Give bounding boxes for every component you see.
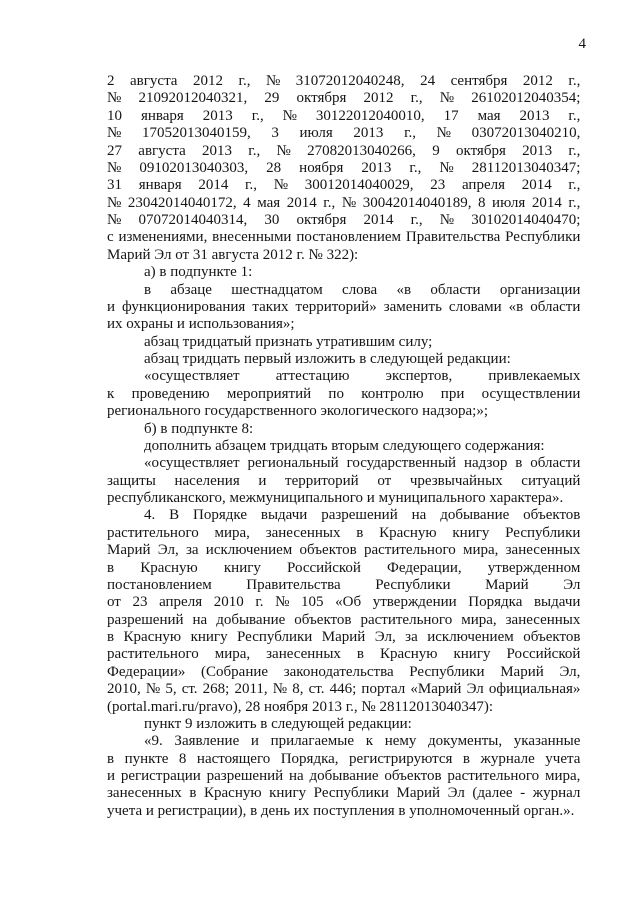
paragraph [107,507,581,716]
text-line: и регистрации разрешений на добывание объектов растительного мира, [107,768,581,784]
text-line: «осуществляет региональный государственный надзор в области [144,455,581,472]
text-line: в Красную книгу Российской Федерации, утвержденном [107,559,581,576]
paragraph [107,368,581,420]
text-line: № 17052013040159, 3 июля 2013 г., № 03072013040210, [107,125,581,142]
text-line: в пункте 8 настоящего Порядка, регистрируются в журнале учета [107,750,581,767]
text-line: № 21092012040321, 29 октября 2012 г., № 26102012040354; [107,90,581,107]
paragraph [107,334,581,351]
paragraph [107,282,581,334]
paragraph [107,716,581,733]
text-line: с изменениями, внесенными постановлением Правительства Республики [107,229,581,246]
text-line: Марий Эл от 31 августа 2012 г. № 322): [107,246,359,263]
text-line: а) в подпункте 1: [144,264,253,281]
text-line: 4. В Порядке выдачи разрешений на добывание объектов [144,507,581,524]
text-line: разрешений на добывание объектов растительного мира, занесенных [107,611,581,628]
page-number: 4 [578,36,586,52]
text-line: республиканского, межмуниципального и муниципального характера». [107,490,564,506]
text-line: к проведению мероприятий по контролю при осуществлении [107,385,581,402]
text-line: растительного мира, занесенных в Красную книгу Российской [107,646,581,663]
text-line: их охраны и использования»; [107,316,295,333]
paragraph [107,264,581,281]
text-line: регионального государственного экологического надзора;»; [107,403,488,420]
text-line: защиты населения и территорий от чрезвычайных ситуаций [107,472,581,489]
text-line: «9. Заявление и прилагаемые к нему документы, указанные [144,733,581,750]
text-line: пункт 9 изложить в следующей редакции: [144,715,412,732]
text-line: Марий Эл, за исключением объектов растительного мира, занесенных [107,542,581,559]
text-line: абзац тридцать первый изложить в следующей редакции: [144,351,511,367]
text-line: 31 января 2014 г., № 30012014040029, 23 апреля 2014 г., [107,177,581,194]
text-line: № 09102013040303, 28 ноября 2013 г., № 28112013040347; [107,159,581,176]
document-body [107,73,581,820]
text-line: № 23042014040172, 4 мая 2014 г., № 30042014040189, 8 июля 2014 г., [107,194,581,211]
paragraph [107,421,581,438]
text-line: Федерации» (Собрание законодательства Республики Марий Эл, [107,663,581,680]
paragraph [107,73,581,264]
paragraph [107,455,581,507]
text-line: 2010, № 5, ст. 268; 2011, № 8, ст. 446; портал «Марий Эл официальная» [107,681,581,698]
text-line: от 23 апреля 2010 г. № 105 «Об утверждении Порядка выдачи [107,594,581,611]
text-line: 27 августа 2013 г., № 27082013040266, 9 октября 2013 г., [107,142,581,159]
paragraph [107,733,581,820]
text-line: в Красную книгу Республики Марий Эл, за исключением объектов [107,629,581,645]
paragraph [107,351,581,368]
text-line: постановлением Правительства Республики Марий Эл [107,576,581,593]
text-line: и функционирования таких территорий» заменить словами «в области [107,298,581,315]
text-line: учета и регистрации), в день их поступления в уполномоченный орган.». [107,802,575,819]
text-line: в абзаце шестнадцатом слова «в области организации [144,281,581,298]
text-line: абзац тридцатый признать утратившим силу; [144,333,433,350]
text-line: 2 августа 2012 г., № 31072012040248, 24 сентября 2012 г., [107,73,581,89]
text-line: дополнить абзацем тридцать вторым следующего содержания: [144,437,545,454]
text-line: 10 января 2013 г., № 30122012040010, 17 мая 2013 г., [107,107,581,124]
text-line: (portal.mari.ru/pravo), 28 ноября 2013 г., № 28112013040347): [107,698,494,715]
text-line: № 07072014040314, 30 октября 2014 г., № 30102014040470; [107,212,581,228]
text-line: «осуществляет аттестацию экспертов, привлекаемых [144,368,581,385]
text-line: растительного мира, занесенных в Красную книгу Республики [107,524,581,541]
text-line: занесенных в Красную книгу Республики Марий Эл (далее - журнал [107,785,581,802]
text-line: б) в подпункте 8: [144,420,254,437]
paragraph [107,438,581,455]
